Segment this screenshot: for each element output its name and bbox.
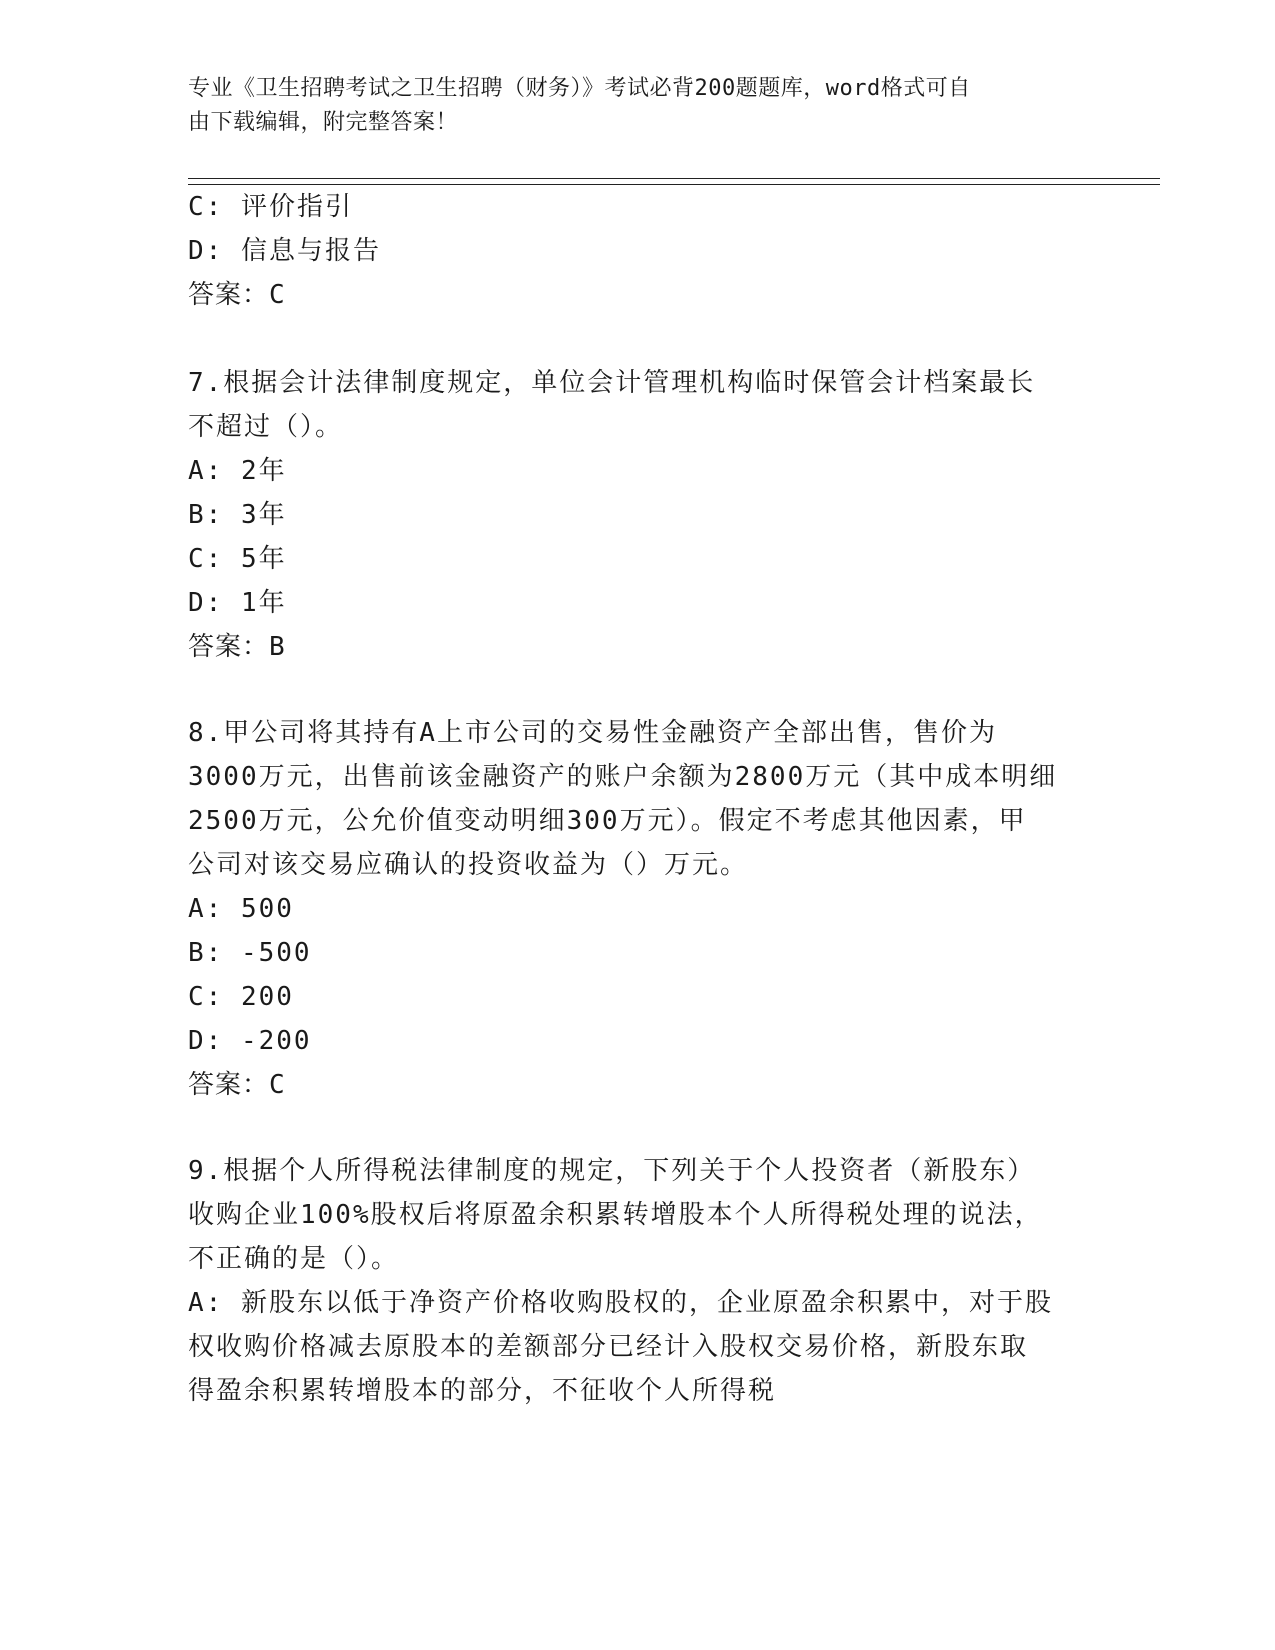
header-title-line-1: 专业《卫生招聘考试之卫生招聘（财务）》考试必背200题题库，word格式可自 [188,76,971,101]
q9-stem-line-1: 9.根据个人所得税法律制度的规定，下列关于个人投资者（新股东） [188,1156,1036,1186]
q9-option-a-line-2: 权收购价格减去原股本的差额部分已经计入股权交易价格，新股东取 [188,1332,1029,1362]
q7-stem-line-1: 7.根据会计法律制度规定，单位会计管理机构临时保管会计档案最长 [188,368,1036,398]
q9-stem-line-2: 收购企业100%股权后将原盈余积累转增股本个人所得税处理的说法， [188,1200,1043,1230]
q8-stem-line-3: 2500万元，公允价值变动明细300万元）。假定不考虑其他因素，甲 [188,806,1027,836]
header-divider-bottom [188,184,1160,185]
q9-option-a-line-1: A: 新股东以低于净资产价格收购股权的，企业原盈余积累中，对于股 [188,1288,1053,1318]
q6-answer: 答案：C [188,280,286,310]
header-divider-top [188,178,1160,179]
q8-stem-line-1: 8.甲公司将其持有A上市公司的交易性金融资产全部出售，售价为 [188,718,997,748]
q7-answer: 答案：B [188,632,286,662]
q6-option-d: D: 信息与报告 [188,236,381,266]
q9-option-a-line-3: 得盈余积累转增股本的部分，不征收个人所得税 [188,1376,777,1406]
q6-option-c: C: 评价指引 [188,192,353,222]
header-title-line-2: 由下载编辑，附完整答案！ [188,110,459,135]
q8-stem-line-2: 3000万元，出售前该金融资产的账户余额为2800万元（其中成本明细 [188,762,1058,792]
q7-option-d: D: 1年 [188,588,287,618]
q8-answer: 答案：C [188,1070,286,1100]
q7-stem-line-2: 不超过（）。 [188,412,344,442]
q8-stem-line-4: 公司对该交易应确认的投资收益为（）万元。 [188,850,749,880]
q8-option-c: C: 200 [188,982,294,1012]
q7-option-b: B: 3年 [188,500,287,530]
q7-option-a: A: 2年 [188,456,287,486]
q8-option-b: B: -500 [188,938,312,968]
q8-option-d: D: -200 [188,1026,312,1056]
q7-option-c: C: 5年 [188,544,287,574]
q8-option-a: A: 500 [188,894,294,924]
q9-stem-line-3: 不正确的是（）。 [188,1244,400,1274]
page-header [188,72,1088,140]
